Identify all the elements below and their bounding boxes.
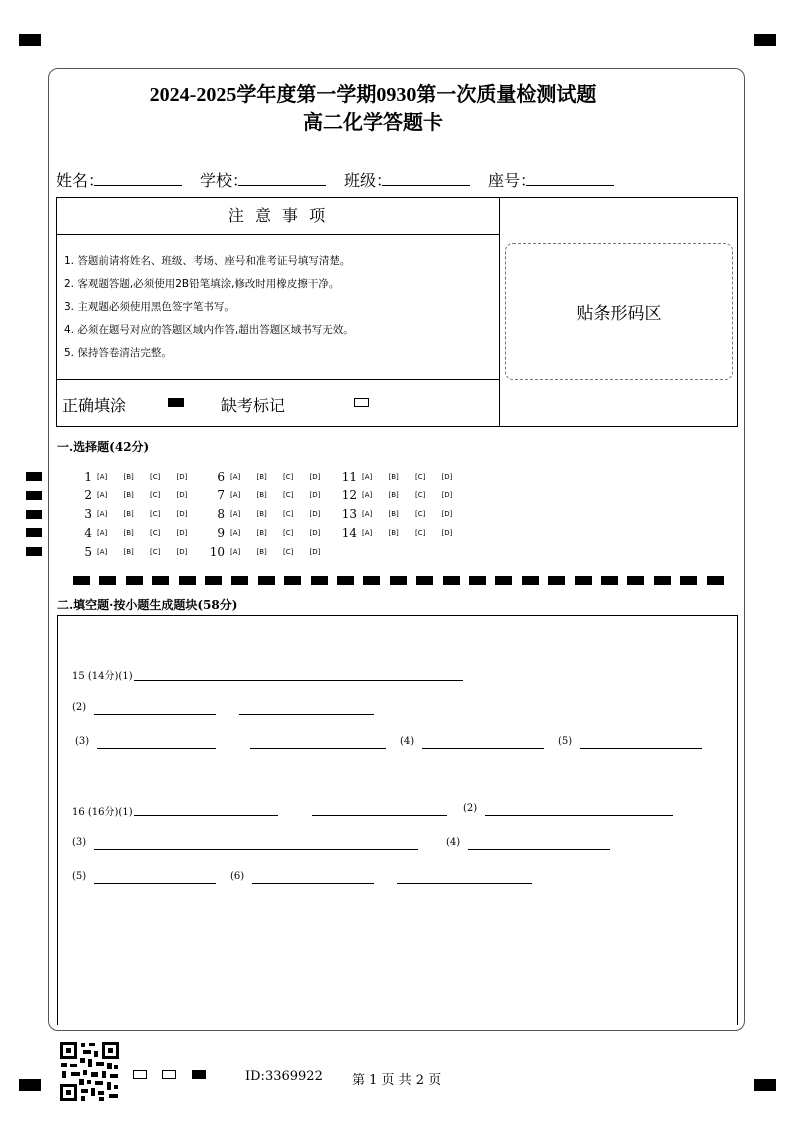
choice-bubble[interactable]: [B]	[123, 491, 134, 499]
class-label: 班级：	[344, 171, 393, 190]
choice-bubble[interactable]: [C]	[150, 529, 161, 537]
card-id: ID:3369922	[245, 1069, 323, 1084]
choice-bubble[interactable]: [A]	[230, 529, 241, 537]
choice-bubble[interactable]: [A]	[362, 473, 373, 481]
choice-question-number: 9	[217, 526, 225, 540]
timing-mark	[26, 472, 42, 481]
q15-part4-blank[interactable]	[422, 748, 544, 749]
q15-part1-label: 15 (14分)(1)	[72, 671, 133, 682]
choice-bubble[interactable]: [A]	[362, 529, 373, 537]
choice-question-number: 14	[341, 526, 357, 540]
choice-bubble[interactable]: [A]	[230, 473, 241, 481]
choice-question-number: 3	[84, 507, 92, 521]
q16-part1-label: 16 (16分)(1)	[72, 807, 133, 818]
registration-mark-bottom-left	[19, 1079, 41, 1091]
choice-bubble[interactable]: [A]	[97, 548, 108, 556]
registration-mark-top-left	[19, 34, 41, 46]
choice-bubble[interactable]: [B]	[123, 548, 134, 556]
qr-code-icon	[59, 1041, 120, 1102]
choice-bubble[interactable]: [D]	[309, 473, 321, 481]
choice-bubble[interactable]: [A]	[230, 491, 241, 499]
choice-bubble[interactable]: [C]	[283, 473, 294, 481]
timing-mark	[26, 547, 42, 556]
choice-bubble[interactable]: [D]	[176, 548, 188, 556]
separator-dash	[469, 576, 486, 585]
timing-mark	[26, 510, 42, 519]
choice-question-number: 6	[217, 470, 225, 484]
page-marker-box	[162, 1070, 176, 1079]
q16-part2-label: (2)	[463, 803, 478, 814]
choice-bubble[interactable]: [D]	[176, 473, 188, 481]
choice-bubble[interactable]: [D]	[441, 529, 453, 537]
q16-part6-blank[interactable]	[252, 883, 374, 884]
choice-question-number: 5	[84, 545, 92, 559]
barcode-area-label: 贴条形码区	[576, 304, 662, 324]
q15-part3-blank[interactable]	[97, 748, 216, 749]
choice-bubble[interactable]: [D]	[441, 510, 453, 518]
separator-dash	[231, 576, 248, 585]
separator-dash	[363, 576, 380, 585]
choice-bubble[interactable]: [A]	[230, 548, 241, 556]
choice-bubble[interactable]: [A]	[97, 491, 108, 499]
choice-bubble[interactable]: [B]	[256, 510, 267, 518]
fill-answer-area	[57, 615, 738, 1025]
notice-rule: 3. 主观题必须使用黑色签字笔书写。	[64, 301, 235, 313]
choice-bubble[interactable]: [D]	[176, 510, 188, 518]
page-indicator: 第 1 页 共 2 页	[352, 1073, 442, 1088]
choice-bubble[interactable]: [D]	[441, 491, 453, 499]
registration-mark-bottom-right	[754, 1079, 776, 1091]
choice-bubble[interactable]: [B]	[256, 491, 267, 499]
choice-question-number: 2	[84, 488, 92, 502]
q15-part2-blank[interactable]	[94, 714, 216, 715]
choice-bubble[interactable]: [C]	[150, 510, 161, 518]
notice-rule: 2. 客观题答题,必须使用2B铅笔填涂,修改时用橡皮擦干净。	[64, 278, 340, 290]
separator-dash	[601, 576, 618, 585]
barcode-area	[505, 243, 733, 380]
section-choice-title: 一.选择题(42分)	[57, 440, 150, 454]
choice-bubble[interactable]: [B]	[256, 548, 267, 556]
choice-bubble[interactable]: [C]	[283, 548, 294, 556]
choice-bubble[interactable]: [D]	[176, 491, 188, 499]
page-marker-filled	[192, 1070, 206, 1079]
absent-mark-checkbox[interactable]	[354, 398, 369, 407]
separator-dash	[73, 576, 90, 585]
choice-bubble[interactable]: [C]	[415, 491, 426, 499]
separator-dash	[495, 576, 512, 585]
choice-question-number: 4	[84, 526, 92, 540]
notice-heading: 注 意 事 项	[56, 197, 500, 235]
choice-bubble[interactable]: [C]	[415, 510, 426, 518]
name-label: 姓名：	[56, 171, 105, 190]
q16-part1-blank[interactable]	[134, 815, 278, 816]
notice-rule: 5. 保持答卷清洁完整。	[64, 347, 172, 359]
q15-part4-label: (4)	[400, 736, 415, 747]
choice-bubble[interactable]: [B]	[123, 529, 134, 537]
choice-bubble[interactable]: [D]	[309, 510, 321, 518]
choice-bubble[interactable]: [C]	[150, 473, 161, 481]
separator-dash	[205, 576, 222, 585]
choice-question-number: 12	[341, 488, 357, 502]
page-marker-box	[133, 1070, 147, 1079]
choice-question-number: 13	[341, 507, 357, 521]
separator-dash	[179, 576, 196, 585]
choice-bubble[interactable]: [A]	[97, 473, 108, 481]
q15-part2-label: (2)	[72, 702, 87, 713]
separator-dash	[443, 576, 460, 585]
choice-bubble[interactable]: [C]	[415, 529, 426, 537]
choice-bubble[interactable]: [B]	[388, 491, 399, 499]
name-field[interactable]	[94, 185, 182, 186]
school-label: 学校：	[200, 171, 249, 190]
absent-mark-label: 缺考标记	[221, 396, 286, 415]
q16-part3-blank[interactable]	[94, 849, 418, 850]
separator-dash	[311, 576, 328, 585]
q16-part5-blank[interactable]	[94, 883, 216, 884]
notice-rule: 4. 必须在题号对应的答题区域内作答,超出答题区域书写无效。	[64, 324, 354, 336]
correct-fill-label: 正确填涂	[62, 396, 127, 415]
separator-dash	[416, 576, 433, 585]
choice-bubble[interactable]: [D]	[309, 548, 321, 556]
notice-rule: 1. 答题前请将姓名、班级、考场、座号和准考证号填写清楚。	[64, 255, 351, 267]
timing-mark	[26, 528, 42, 537]
page-title: 2024-2025学年度第一学期0930第一次质量检测试题	[149, 84, 597, 106]
choice-bubble[interactable]: [B]	[123, 473, 134, 481]
q16-part2-blank[interactable]	[485, 815, 673, 816]
choice-bubble[interactable]: [A]	[97, 529, 108, 537]
choice-bubble[interactable]: [B]	[256, 529, 267, 537]
section-fill-title: 二.填空题·按小题生成题块(58分)	[57, 598, 238, 612]
q16-part6-blank[interactable]	[397, 883, 532, 884]
choice-bubble[interactable]: [A]	[362, 510, 373, 518]
choice-bubble[interactable]: [B]	[388, 473, 399, 481]
q16-part4-label: (4)	[446, 837, 461, 848]
separator-dash	[522, 576, 539, 585]
seat-label: 座号：	[488, 171, 537, 190]
q16-part5-label: (5)	[72, 871, 87, 882]
choice-question-number: 10	[209, 545, 225, 559]
fill-example-divider	[56, 379, 500, 380]
choice-question-number: 1	[84, 470, 92, 484]
choice-question-number: 8	[217, 507, 225, 521]
seat-field[interactable]	[526, 185, 614, 186]
registration-mark-top-right	[754, 34, 776, 46]
choice-bubble[interactable]: [D]	[309, 529, 321, 537]
choice-bubble[interactable]: [C]	[283, 529, 294, 537]
separator-dash	[707, 576, 724, 585]
q15-part5-label: (5)	[558, 736, 573, 747]
separator-dash	[627, 576, 644, 585]
choice-bubble[interactable]: [C]	[415, 473, 426, 481]
timing-mark	[26, 491, 42, 500]
choice-bubble[interactable]: [B]	[123, 510, 134, 518]
choice-bubble[interactable]: [B]	[388, 510, 399, 518]
correct-fill-example	[168, 398, 184, 407]
separator-dash	[390, 576, 407, 585]
separator-dash	[126, 576, 143, 585]
choice-bubble[interactable]: [C]	[283, 510, 294, 518]
separator-dash	[99, 576, 116, 585]
choice-bubble[interactable]: [C]	[150, 491, 161, 499]
choice-bubble[interactable]: [D]	[309, 491, 321, 499]
choice-question-number: 11	[341, 470, 357, 484]
choice-bubble[interactable]: [D]	[441, 473, 453, 481]
separator-dash	[548, 576, 565, 585]
choice-bubble[interactable]: [B]	[256, 473, 267, 481]
class-field[interactable]	[382, 185, 470, 186]
q16-part3-label: (3)	[72, 837, 87, 848]
page-subtitle: 高二化学答题卡	[303, 112, 443, 134]
q15-part5-blank[interactable]	[580, 748, 702, 749]
separator-dash	[337, 576, 354, 585]
q16-part1-blank[interactable]	[312, 815, 447, 816]
q16-part4-blank[interactable]	[468, 849, 610, 850]
separator-dash	[152, 576, 169, 585]
separator-dash	[680, 576, 697, 585]
school-field[interactable]	[238, 185, 326, 186]
q15-part3-label: (3)	[75, 736, 90, 747]
q15-part2-blank[interactable]	[239, 714, 374, 715]
q15-part1-blank[interactable]	[134, 680, 463, 681]
separator-dash	[575, 576, 592, 585]
separator-dash	[654, 576, 671, 585]
q15-part3-blank[interactable]	[250, 748, 386, 749]
choice-bubble[interactable]: [C]	[150, 548, 161, 556]
separator-dash	[284, 576, 301, 585]
separator-dash	[258, 576, 275, 585]
choice-bubble[interactable]: [A]	[230, 510, 241, 518]
choice-question-number: 7	[217, 488, 225, 502]
choice-bubble[interactable]: [D]	[176, 529, 188, 537]
choice-bubble[interactable]: [A]	[362, 491, 373, 499]
q16-part6-label: (6)	[230, 871, 245, 882]
choice-bubble[interactable]: [C]	[283, 491, 294, 499]
choice-bubble[interactable]: [A]	[97, 510, 108, 518]
choice-bubble[interactable]: [B]	[388, 529, 399, 537]
